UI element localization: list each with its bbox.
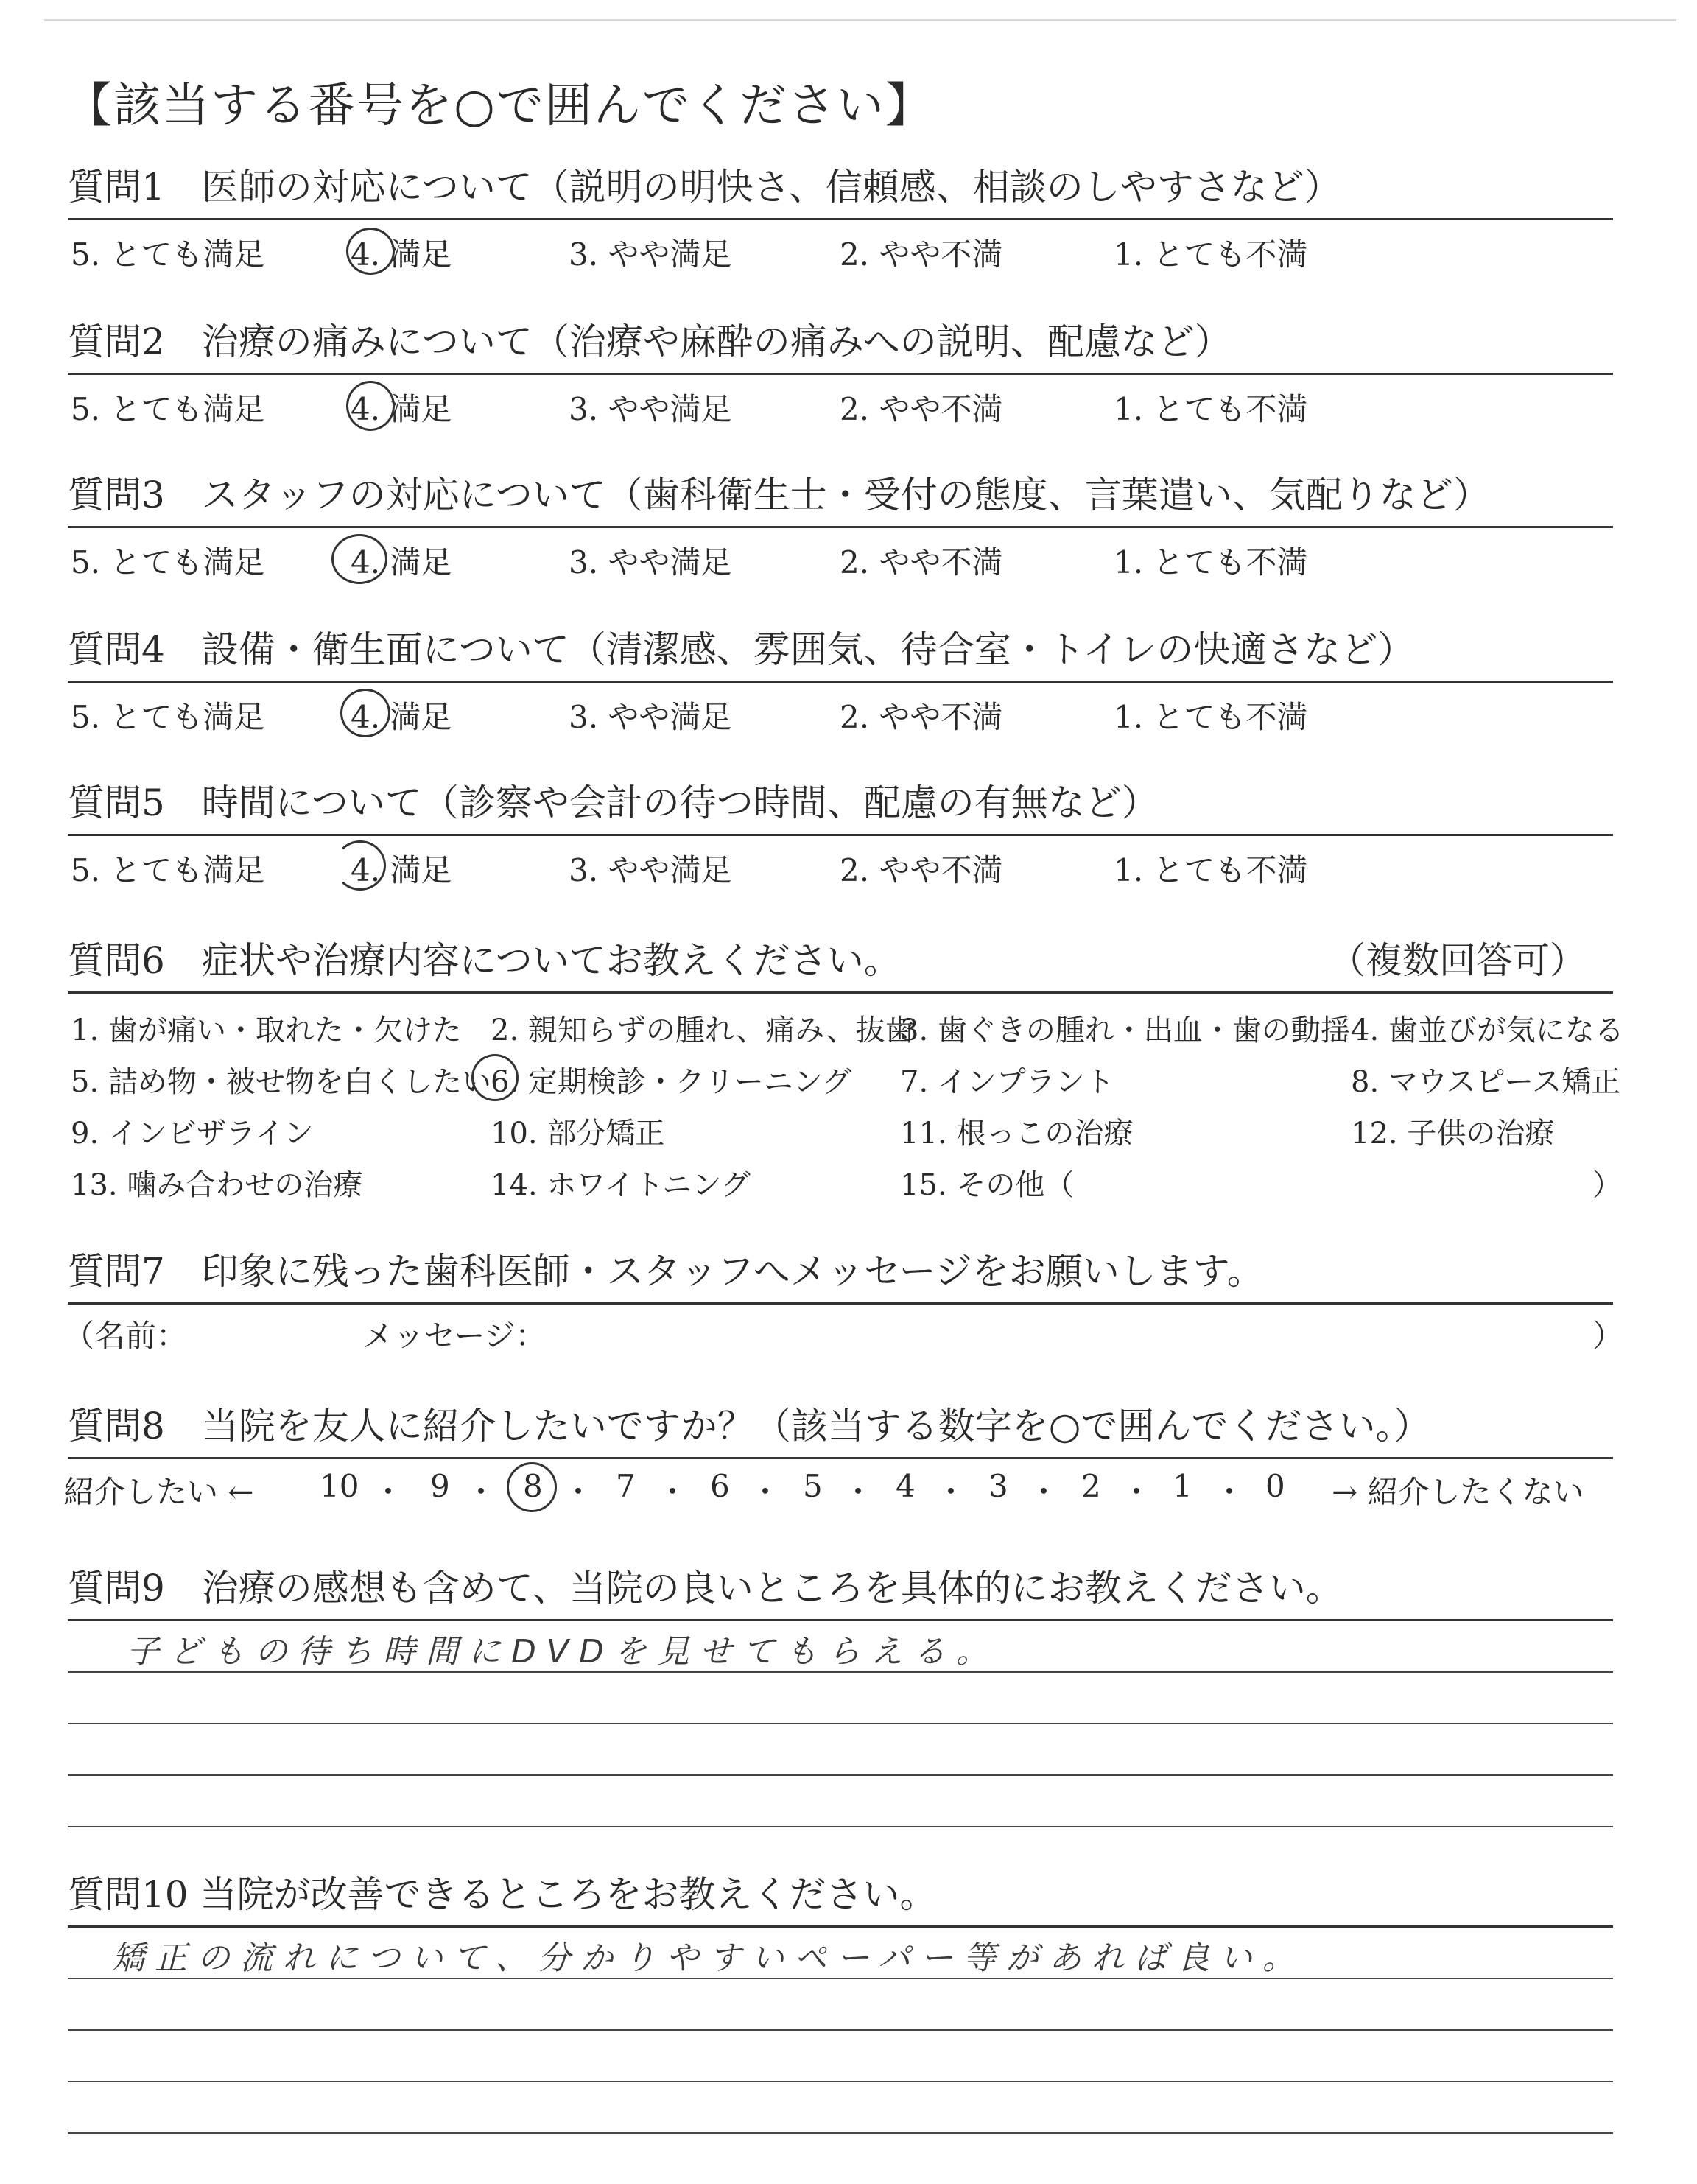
scale-value[interactable]: 10 xyxy=(320,1468,359,1504)
scale-right-label: → 紹介したくない xyxy=(1332,1474,1584,1510)
symptom-item[interactable]: 9. インビザライン xyxy=(71,1117,314,1151)
symptom-item[interactable]: 4. 歯並びが気になる xyxy=(1351,1014,1624,1047)
scale-separator: ・ xyxy=(563,1474,594,1510)
scale-separator: ・ xyxy=(1028,1474,1060,1510)
answer-line xyxy=(68,1774,1613,1776)
referral-scale xyxy=(63,1459,1613,1511)
scale-value[interactable]: 8 xyxy=(523,1468,543,1504)
symptom-options xyxy=(68,994,1624,1207)
question-title: 質問2 治療の痛みについて（治療や麻酔の痛みへの説明、配慮など） xyxy=(68,320,1232,363)
question-title xyxy=(68,937,1613,984)
symptom-item[interactable]: 13. 噛み合わせの治療 xyxy=(71,1168,363,1202)
scale-value[interactable]: 7 xyxy=(616,1468,636,1504)
rule-line xyxy=(68,1619,1613,1621)
symptom-item[interactable]: 8. マウスピース矯正 xyxy=(1351,1065,1621,1099)
rating-options xyxy=(68,220,1613,272)
scale-value[interactable]: 5 xyxy=(803,1468,823,1504)
question-2 xyxy=(68,318,1613,426)
option-3[interactable]: 3. やや満足 xyxy=(569,391,732,427)
handwritten-answer[interactable]: 子どもの待ち時間にDVDを見せてもらえる。 xyxy=(127,1633,999,1671)
other-close-paren: ） xyxy=(1592,1168,1622,1202)
scale-separator: ・ xyxy=(935,1474,967,1510)
question-title: 質問9 治療の感想も含めて、当院の良いところを具体的にお教えください。 xyxy=(68,1567,1343,1609)
selection-circle xyxy=(471,1054,519,1101)
question-8 xyxy=(63,1402,1613,1511)
symptom-item[interactable]: 3. 歯ぐきの腫れ・出血・歯の動揺 xyxy=(900,1014,1350,1047)
selection-circle xyxy=(346,228,395,275)
option-4[interactable]: 4. 満足 xyxy=(351,852,452,888)
question-title: 質問1 医師の対応について（説明の明快さ、信頼感、相談のしやすさなど） xyxy=(68,166,1341,208)
answer-lines xyxy=(68,1978,1613,2134)
option-4[interactable]: 4. 満足 xyxy=(351,391,452,427)
question-6-title: 質問6 症状や治療内容についてお教えください。 xyxy=(68,939,901,982)
answer-line xyxy=(68,2029,1613,2031)
question-1 xyxy=(68,164,1613,272)
option-1[interactable]: 1. とても不満 xyxy=(1114,852,1308,888)
rating-options xyxy=(68,683,1613,734)
option-3[interactable]: 3. やや満足 xyxy=(569,544,732,580)
question-9 xyxy=(68,1565,1613,1878)
answer-line xyxy=(68,2081,1613,2082)
option-5[interactable]: 5. とても満足 xyxy=(71,391,265,427)
answer-line xyxy=(68,1723,1613,1724)
option-4[interactable]: 4. 満足 xyxy=(351,236,452,273)
selection-circle xyxy=(507,1462,557,1512)
scale-separator: ・ xyxy=(373,1474,404,1510)
option-3[interactable]: 3. やや満足 xyxy=(569,236,732,273)
scale-left-label: 紹介したい ← xyxy=(63,1474,254,1510)
symptom-item[interactable]: 1. 歯が痛い・取れた・欠けた xyxy=(71,1014,462,1047)
scale-separator: ・ xyxy=(750,1474,781,1510)
scale-separator: ・ xyxy=(657,1474,689,1510)
option-5[interactable]: 5. とても満足 xyxy=(71,236,265,273)
question-10 xyxy=(68,1871,1613,2184)
option-5[interactable]: 5. とても満足 xyxy=(71,699,265,735)
message-label: メッセージ： xyxy=(362,1318,547,1354)
multiple-answer-note: （複数回答可） xyxy=(1329,939,1587,982)
option-2[interactable]: 2. やや不満 xyxy=(840,699,1003,735)
handwritten-answer[interactable]: 矯正の流れについて、分かりやすいペーパー等があれば良い。 xyxy=(112,1939,1306,1977)
option-1[interactable]: 1. とても不満 xyxy=(1114,236,1308,273)
option-1[interactable]: 1. とても不満 xyxy=(1114,544,1308,580)
scale-value[interactable]: 1 xyxy=(1173,1468,1192,1504)
question-5 xyxy=(68,779,1613,888)
question-title: 質問8 当院を友人に紹介したいですか？（該当する数字を○で囲んでください。） xyxy=(68,1405,1431,1447)
question-6 xyxy=(68,937,1624,1207)
option-3[interactable]: 3. やや満足 xyxy=(569,852,732,888)
scale-value[interactable]: 6 xyxy=(710,1468,730,1504)
selection-circle xyxy=(340,689,390,737)
message-close-paren: ） xyxy=(1592,1318,1624,1354)
option-2[interactable]: 2. やや不満 xyxy=(840,391,1003,427)
symptom-item[interactable]: 6. 定期検診・クリーニング xyxy=(491,1065,852,1099)
option-2[interactable]: 2. やや不満 xyxy=(840,236,1003,273)
scale-value[interactable]: 0 xyxy=(1265,1468,1285,1504)
top-border xyxy=(44,19,1676,21)
name-label: （名前： xyxy=(63,1318,188,1354)
rule-line xyxy=(68,1925,1613,1928)
scale-separator: ・ xyxy=(465,1474,497,1510)
question-title: 質問10 当院が改善できるところをお教えください。 xyxy=(68,1873,937,1916)
symptom-item[interactable]: 14. ホワイトニング xyxy=(491,1168,751,1202)
scale-value[interactable]: 2 xyxy=(1081,1468,1101,1504)
page-heading: 【該当する番号を○で囲んでください】 xyxy=(65,79,934,133)
question-7 xyxy=(63,1248,1624,1354)
symptom-item[interactable]: 7. インプラント xyxy=(900,1065,1114,1099)
selection-circle xyxy=(334,840,386,891)
message-row xyxy=(63,1305,1624,1354)
scale-value[interactable]: 3 xyxy=(988,1468,1008,1504)
symptom-item[interactable]: 2. 親知らずの腫れ、痛み、抜歯 xyxy=(491,1014,915,1047)
question-title: 質問5 時間について（診察や会計の待つ時間、配慮の有無など） xyxy=(68,782,1159,824)
option-4[interactable]: 4. 満足 xyxy=(351,699,452,735)
symptom-item[interactable]: 5. 詰め物・被せ物を白くしたい xyxy=(71,1065,491,1099)
answer-line xyxy=(68,1826,1613,1827)
question-title: 質問3 スタッフの対応について（歯科衛生士・受付の態度、言葉遣い、気配りなど） xyxy=(68,474,1490,516)
question-3 xyxy=(68,471,1613,580)
question-title: 質問7 印象に残った歯科医師・スタッフへメッセージをお願いします。 xyxy=(68,1250,1264,1293)
rating-options xyxy=(68,836,1613,888)
option-4[interactable]: 4. 満足 xyxy=(351,544,452,580)
question-4 xyxy=(68,626,1613,734)
option-5[interactable]: 5. とても満足 xyxy=(71,544,265,580)
symptom-item[interactable]: 12. 子供の治療 xyxy=(1351,1117,1555,1151)
option-3[interactable]: 3. やや満足 xyxy=(569,699,732,735)
scale-separator: ・ xyxy=(1121,1474,1153,1510)
option-2[interactable]: 2. やや不満 xyxy=(840,852,1003,888)
answer-line xyxy=(68,2132,1613,2134)
scale-value[interactable]: 9 xyxy=(430,1468,450,1504)
symptom-item[interactable]: 11. 根っこの治療 xyxy=(900,1117,1134,1151)
option-5[interactable]: 5. とても満足 xyxy=(71,852,265,888)
symptom-item[interactable]: 10. 部分矯正 xyxy=(491,1117,665,1151)
scale-value[interactable]: 4 xyxy=(896,1468,916,1504)
question-title: 質問4 設備・衛生面について（清潔感、雰囲気、待合室・トイレの快適さなど） xyxy=(68,628,1415,671)
option-2[interactable]: 2. やや不満 xyxy=(840,544,1003,580)
answer-lines xyxy=(68,1671,1613,1827)
selection-circle xyxy=(346,381,395,431)
selection-circle xyxy=(331,534,387,584)
scale-separator: ・ xyxy=(1214,1474,1245,1510)
symptom-item[interactable]: 15. その他（ xyxy=(900,1168,1075,1202)
rating-options xyxy=(68,528,1613,580)
option-1[interactable]: 1. とても不満 xyxy=(1114,699,1308,735)
scale-separator: ・ xyxy=(843,1474,874,1510)
rating-options xyxy=(68,375,1613,426)
option-1[interactable]: 1. とても不満 xyxy=(1114,391,1308,427)
